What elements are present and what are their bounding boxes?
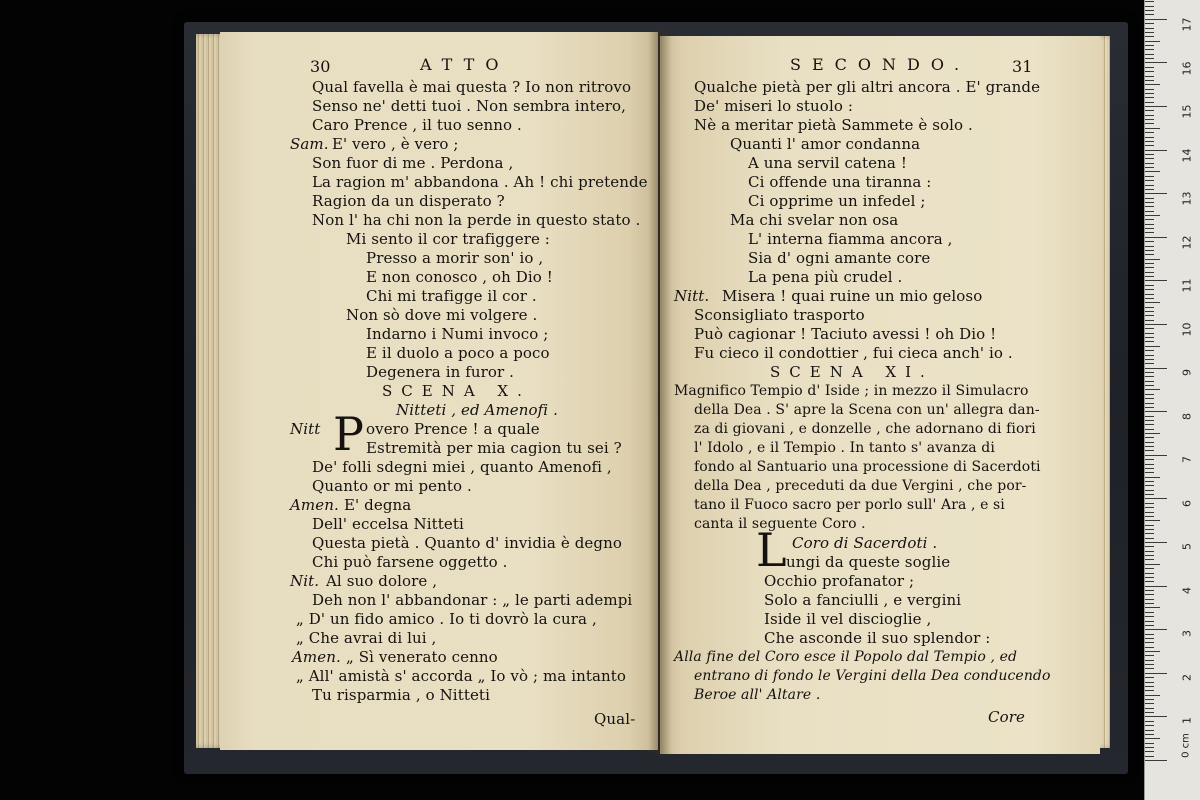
- ruler-number: 15: [1180, 104, 1194, 119]
- ruler-tick: [1145, 416, 1154, 417]
- ruler-tick: [1145, 346, 1160, 347]
- ruler-tick: [1145, 730, 1154, 731]
- ruler-tick: [1145, 760, 1167, 761]
- ruler-tick: [1145, 564, 1160, 565]
- ruler-tick: [1145, 110, 1154, 111]
- ruler-tick: [1145, 320, 1154, 321]
- ruler-tick: [1145, 551, 1154, 552]
- text-line: tano il Fuoco sacro per porlo sull' Ara , e si: [694, 497, 1005, 513]
- text-line: L' interna fiamma ancora ,: [748, 230, 953, 248]
- text-line: Estremità per mia cagion tu sei ?: [366, 439, 622, 457]
- ruler-tick: [1145, 84, 1160, 85]
- ruler-tick: [1145, 141, 1154, 142]
- text-line: „ D' un fido amico . Io ti dovrò la cura ,: [296, 610, 597, 628]
- speaker-label: Nitt.: [674, 287, 710, 305]
- ruler-number: 10: [1180, 322, 1194, 337]
- ruler-tick: [1145, 464, 1154, 465]
- ruler-tick: [1145, 232, 1154, 233]
- ruler-tick: [1145, 385, 1154, 386]
- ruler-tick: [1145, 10, 1154, 11]
- ruler-tick: [1145, 581, 1154, 582]
- ruler-tick: [1145, 189, 1154, 190]
- ruler-tick: [1145, 743, 1154, 744]
- ruler-tick: [1145, 54, 1154, 55]
- text-line: Tu risparmia , o Nitteti: [312, 686, 490, 704]
- ruler-tick: [1145, 420, 1154, 421]
- ruler-tick: [1145, 538, 1154, 539]
- text-line: Ci opprime un infedel ;: [748, 192, 926, 210]
- text-line: Qualche pietà per gli altri ancora . E' grande: [694, 78, 1041, 96]
- ruler-tick: [1145, 507, 1154, 508]
- ruler-tick: [1145, 6, 1154, 7]
- ruler-tick: [1145, 363, 1154, 364]
- ruler-tick: [1145, 185, 1154, 186]
- drop-cap: L: [756, 523, 787, 577]
- chorus-heading: Coro di Sacerdoti .: [792, 534, 938, 552]
- ruler-tick: [1145, 520, 1160, 521]
- ruler-tick: [1145, 45, 1154, 46]
- ruler-tick: [1145, 381, 1154, 382]
- text-line: Può cagionar ! Taciuto avessi ! oh Dio !: [694, 325, 997, 343]
- ruler-tick: [1145, 254, 1154, 255]
- ruler-tick: [1145, 311, 1154, 312]
- ruler-tick: [1145, 651, 1160, 652]
- ruler-tick: [1145, 180, 1154, 181]
- text-line: Degenera in furor .: [366, 363, 515, 381]
- page-number: 30: [310, 57, 331, 76]
- page-number: 31: [1012, 57, 1033, 76]
- text-line: Ma chi svelar non osa: [730, 211, 899, 229]
- ruler-tick: [1145, 333, 1154, 334]
- ruler-tick: [1145, 350, 1154, 351]
- ruler-tick: [1145, 450, 1154, 451]
- text-line: overo Prence ! a quale: [366, 420, 540, 438]
- ruler-tick: [1145, 250, 1154, 251]
- ruler-tick: [1145, 629, 1167, 630]
- ruler-tick: [1145, 276, 1154, 277]
- speaker-label: Nitt: [290, 420, 321, 438]
- measuring-ruler: [1144, 0, 1200, 800]
- ruler-number: 6: [1180, 500, 1194, 507]
- ruler-tick: [1145, 154, 1154, 155]
- ruler-tick: [1145, 80, 1154, 81]
- ruler-tick: [1145, 542, 1167, 543]
- text-line: E il duolo a poco a poco: [366, 344, 550, 362]
- ruler-tick: [1145, 655, 1154, 656]
- speaker-label: Amen.: [292, 648, 341, 666]
- ruler-number: 11: [1180, 278, 1194, 293]
- ruler-tick: [1145, 677, 1154, 678]
- ruler-tick: [1145, 616, 1154, 617]
- ruler-tick: [1145, 712, 1154, 713]
- ruler-number: 5: [1180, 543, 1194, 550]
- text-line: Solo a fanciulli , e vergini: [764, 591, 962, 609]
- stage-direction: Beroe all' Altare .: [694, 687, 821, 703]
- ruler-tick: [1145, 529, 1154, 530]
- ruler-tick: [1145, 359, 1154, 360]
- ruler-tick: [1145, 341, 1154, 342]
- ruler-tick: [1145, 28, 1154, 29]
- text-line: Chi può farsene oggetto .: [312, 553, 508, 571]
- ruler-tick: [1145, 708, 1154, 709]
- text-line: Quanto or mi pento .: [312, 477, 472, 495]
- ruler-tick: [1145, 280, 1167, 281]
- ruler-tick: [1145, 14, 1154, 15]
- scene-heading: SCENA X.: [382, 382, 531, 400]
- right-page: [660, 36, 1100, 754]
- ruler-tick: [1145, 58, 1154, 59]
- ruler-tick: [1145, 97, 1154, 98]
- speaker-label: Nit.: [290, 572, 320, 590]
- ruler-tick: [1145, 673, 1167, 674]
- ruler-tick: [1145, 368, 1167, 369]
- text-line: Ci offende una tiranna :: [748, 173, 932, 191]
- ruler-tick: [1145, 150, 1167, 151]
- ruler-number: 7: [1180, 456, 1194, 463]
- ruler-tick: [1145, 41, 1160, 42]
- ruler-number: 14: [1180, 148, 1194, 163]
- ruler-tick: [1145, 376, 1154, 377]
- ruler-tick: [1145, 403, 1154, 404]
- text-line: Occhio profanator ;: [764, 572, 915, 590]
- ruler-tick: [1145, 716, 1167, 717]
- ruler-tick: [1145, 494, 1154, 495]
- ruler-tick: [1145, 503, 1154, 504]
- ruler-tick: [1145, 734, 1154, 735]
- ruler-tick: [1145, 237, 1167, 238]
- ruler-tick: [1145, 699, 1154, 700]
- ruler-tick: [1145, 485, 1154, 486]
- ruler-tick: [1145, 690, 1154, 691]
- catchword: Core: [988, 708, 1025, 726]
- ruler-number: 16: [1180, 61, 1194, 76]
- text-line: E non conosco , oh Dio !: [366, 268, 553, 286]
- ruler-tick: [1145, 302, 1160, 303]
- text-line: Mi sento il cor trafiggere :: [346, 230, 550, 248]
- text-line: Dell' eccelsa Nitteti: [312, 515, 464, 533]
- ruler-number: 2: [1180, 674, 1194, 681]
- ruler-number: 13: [1180, 191, 1194, 206]
- ruler-tick: [1145, 307, 1154, 308]
- ruler-tick: [1145, 23, 1154, 24]
- text-line: Son fuor di me . Perdona ,: [312, 154, 514, 172]
- text-line: Sconsigliato trasporto: [694, 306, 865, 324]
- scene-heading: SCENA XI.: [770, 363, 934, 381]
- ruler-tick: [1145, 472, 1154, 473]
- text-line: canta il seguente Coro .: [694, 516, 866, 532]
- ruler-number: 9: [1180, 369, 1194, 376]
- text-line: Non l' ha chi non la perde in questo stato .: [312, 211, 641, 229]
- ruler-tick: [1145, 115, 1154, 116]
- ruler-tick: [1145, 442, 1154, 443]
- text-line: za di giovani , e donzelle , che adornano di fiori: [694, 421, 1036, 437]
- text-line: „ Sì venerato cenno: [346, 648, 498, 666]
- ruler-tick: [1145, 525, 1154, 526]
- ruler-tick: [1145, 215, 1160, 216]
- ruler-tick: [1145, 490, 1154, 491]
- ruler-tick: [1145, 647, 1154, 648]
- ruler-tick: [1145, 621, 1154, 622]
- ruler-tick: [1145, 36, 1154, 37]
- running-head: SECONDO.: [790, 55, 971, 74]
- ruler-tick: [1145, 246, 1154, 247]
- ruler-tick: [1145, 686, 1154, 687]
- ruler-tick: [1145, 555, 1154, 556]
- ruler-tick: [1145, 411, 1167, 412]
- ruler-tick: [1145, 481, 1154, 482]
- text-line: Nè a meritar pietà Sammete è solo .: [694, 116, 973, 134]
- ruler-tick: [1145, 725, 1154, 726]
- ruler-tick: [1145, 703, 1154, 704]
- ruler-tick: [1145, 76, 1154, 77]
- scene-characters: Nitteti , ed Amenofi .: [396, 401, 558, 419]
- ruler-tick: [1145, 123, 1154, 124]
- ruler-tick: [1145, 137, 1154, 138]
- text-line: l' Idolo , e il Tempio . In tanto s' avanza di: [694, 440, 995, 456]
- ruler-tick: [1145, 738, 1160, 739]
- ruler-tick: [1145, 171, 1160, 172]
- ruler-tick: [1145, 398, 1154, 399]
- ruler-tick: [1145, 668, 1154, 669]
- ruler-tick: [1145, 433, 1160, 434]
- ruler-tick: [1145, 267, 1154, 268]
- ruler-tick: [1145, 328, 1154, 329]
- ruler-tick: [1145, 446, 1154, 447]
- ruler-tick: [1145, 721, 1154, 722]
- ruler-tick: [1145, 119, 1154, 120]
- text-line: „ Che avrai di lui ,: [296, 629, 437, 647]
- ruler-tick: [1145, 263, 1154, 264]
- ruler-tick: [1145, 603, 1154, 604]
- ruler-tick: [1145, 498, 1167, 499]
- ruler-number: 3: [1180, 630, 1194, 637]
- text-line: Qual favella è mai questa ? Io non ritrovo: [312, 78, 632, 96]
- text-line: Magnifico Tempio d' Iside ; in mezzo il Simulacro: [674, 383, 1029, 399]
- ruler-tick: [1145, 202, 1154, 203]
- ruler-tick: [1145, 407, 1154, 408]
- ruler-tick: [1145, 429, 1154, 430]
- ruler-tick: [1145, 67, 1154, 68]
- ruler-tick: [1145, 289, 1154, 290]
- running-head: ATTO: [420, 55, 510, 74]
- text-line: Chi mi trafigge il cor .: [366, 287, 537, 305]
- ruler-tick: [1145, 163, 1154, 164]
- ruler-tick: [1145, 756, 1154, 757]
- text-line: „ All' amistà s' accorda „ Io vò ; ma intanto: [296, 667, 627, 685]
- text-line: De' miseri lo stuolo :: [694, 97, 853, 115]
- stage-direction: Alla fine del Coro esce il Popolo dal Tempio , ed: [674, 649, 1018, 665]
- ruler-tick: [1145, 193, 1167, 194]
- speaker-label: Amen.: [290, 496, 339, 514]
- ruler-tick: [1145, 516, 1154, 517]
- text-line: Sia d' ogni amante core: [748, 249, 931, 267]
- ruler-tick: [1145, 389, 1160, 390]
- ruler-tick: [1145, 1, 1154, 2]
- ruler-number: 1: [1180, 717, 1194, 724]
- text-line: De' folli sdegni miei , quanto Amenofi ,: [312, 458, 612, 476]
- ruler-tick: [1145, 586, 1167, 587]
- ruler-tick: [1145, 102, 1154, 103]
- ruler-tick: [1145, 19, 1167, 20]
- ruler-tick: [1145, 573, 1154, 574]
- ruler-tick: [1145, 315, 1154, 316]
- ruler-tick: [1145, 62, 1167, 63]
- ruler-unit: 0 cm: [1180, 733, 1192, 758]
- ruler-tick: [1145, 272, 1154, 273]
- ruler-tick: [1145, 533, 1154, 534]
- ruler-tick: [1145, 577, 1154, 578]
- text-line: La ragion m' abbandona . Ah ! chi pretende: [312, 173, 648, 191]
- book-gutter: [648, 30, 672, 754]
- ruler-tick: [1145, 198, 1154, 199]
- text-line: Che asconde il suo splendor :: [764, 629, 991, 647]
- ruler-tick: [1145, 455, 1167, 456]
- text-line: E' degna: [344, 496, 412, 514]
- ruler-number: 8: [1180, 413, 1194, 420]
- ruler-tick: [1145, 625, 1154, 626]
- text-line: Deh non l' abbandonar : „ le parti adempi: [312, 591, 633, 609]
- ruler-tick: [1145, 747, 1154, 748]
- text-line: Questa pietà . Quanto d' invidia è degno: [312, 534, 622, 552]
- ruler-tick: [1145, 594, 1154, 595]
- text-line: Fu cieco il condottier , fui cieca anch' io .: [694, 344, 1013, 362]
- ruler-tick: [1145, 294, 1154, 295]
- ruler-tick: [1145, 32, 1154, 33]
- text-line: ungi da queste soglie: [786, 553, 951, 571]
- ruler-tick: [1145, 642, 1154, 643]
- ruler-tick: [1145, 568, 1154, 569]
- ruler-tick: [1145, 477, 1160, 478]
- left-page: [220, 32, 658, 750]
- ruler-tick: [1145, 559, 1154, 560]
- ruler-tick: [1145, 167, 1154, 168]
- ruler-tick: [1145, 259, 1160, 260]
- text-line: Ragion da un disperato ?: [312, 192, 505, 210]
- ruler-tick: [1145, 751, 1154, 752]
- ruler-tick: [1145, 355, 1154, 356]
- ruler-tick: [1145, 224, 1154, 225]
- ruler-tick: [1145, 590, 1154, 591]
- ruler-tick: [1145, 372, 1154, 373]
- ruler-tick: [1145, 638, 1154, 639]
- ruler-tick: [1145, 682, 1154, 683]
- ruler-tick: [1145, 607, 1160, 608]
- text-line: Non sò dove mi volgere .: [346, 306, 538, 324]
- text-line: Misera ! quai ruine un mio geloso: [722, 287, 983, 305]
- ruler-tick: [1145, 49, 1154, 50]
- ruler-tick: [1145, 394, 1154, 395]
- ruler-tick: [1145, 128, 1160, 129]
- text-line: E' vero , è vero ;: [332, 135, 459, 153]
- text-line: Quanti l' amor condanna: [730, 135, 921, 153]
- text-line: Iside il vel discioglie ,: [764, 610, 932, 628]
- ruler-tick: [1145, 459, 1154, 460]
- ruler-tick: [1145, 468, 1154, 469]
- text-line: Senso ne' detti tuoi . Non sembra intero,: [312, 97, 626, 115]
- text-line: A una servil catena !: [748, 154, 907, 172]
- ruler-tick: [1145, 219, 1154, 220]
- ruler-tick: [1145, 228, 1154, 229]
- ruler-number: 4: [1180, 587, 1194, 594]
- ruler-tick: [1145, 546, 1154, 547]
- ruler-tick: [1145, 241, 1154, 242]
- ruler-tick: [1145, 634, 1154, 635]
- ruler-tick: [1145, 437, 1154, 438]
- ruler-tick: [1145, 695, 1160, 696]
- ruler-tick: [1145, 337, 1154, 338]
- ruler-tick: [1145, 612, 1154, 613]
- ruler-number: 17: [1180, 17, 1194, 32]
- text-line: Presso a morir son' io ,: [366, 249, 544, 267]
- ruler-tick: [1145, 145, 1154, 146]
- catchword: Qual-: [594, 710, 636, 728]
- text-line: Caro Prence , il tuo senno .: [312, 116, 522, 134]
- ruler-tick: [1145, 324, 1167, 325]
- text-line: della Dea , preceduti da due Vergini , che por-: [694, 478, 1027, 494]
- text-line: fondo al Santuario una processione di Sacerdoti: [694, 459, 1041, 475]
- ruler-tick: [1145, 424, 1154, 425]
- ruler-tick: [1145, 660, 1154, 661]
- ruler-number: 12: [1180, 235, 1194, 250]
- ruler-tick: [1145, 512, 1154, 513]
- text-line: Al suo dolore ,: [326, 572, 438, 590]
- ruler-tick: [1145, 211, 1154, 212]
- ruler-tick: [1145, 298, 1154, 299]
- stage-direction: entrano di fondo le Vergini della Dea conducendo: [694, 668, 1051, 684]
- ruler-tick: [1145, 106, 1167, 107]
- ruler-tick: [1145, 176, 1154, 177]
- ruler-tick: [1145, 93, 1154, 94]
- ruler-tick: [1145, 132, 1154, 133]
- speaker-label: Sam.: [290, 135, 329, 153]
- ruler-tick: [1145, 285, 1154, 286]
- drop-cap: P: [333, 407, 364, 461]
- text-line: della Dea . S' apre la Scena con un' allegra dan-: [694, 402, 1040, 418]
- text-line: Indarno i Numi invoco ;: [366, 325, 549, 343]
- text-line: La pena più crudel .: [748, 268, 903, 286]
- ruler-tick: [1145, 599, 1154, 600]
- ruler-tick: [1145, 89, 1154, 90]
- ruler-tick: [1145, 71, 1154, 72]
- ruler-tick: [1145, 158, 1154, 159]
- ruler-tick: [1145, 206, 1154, 207]
- ruler-tick: [1145, 664, 1154, 665]
